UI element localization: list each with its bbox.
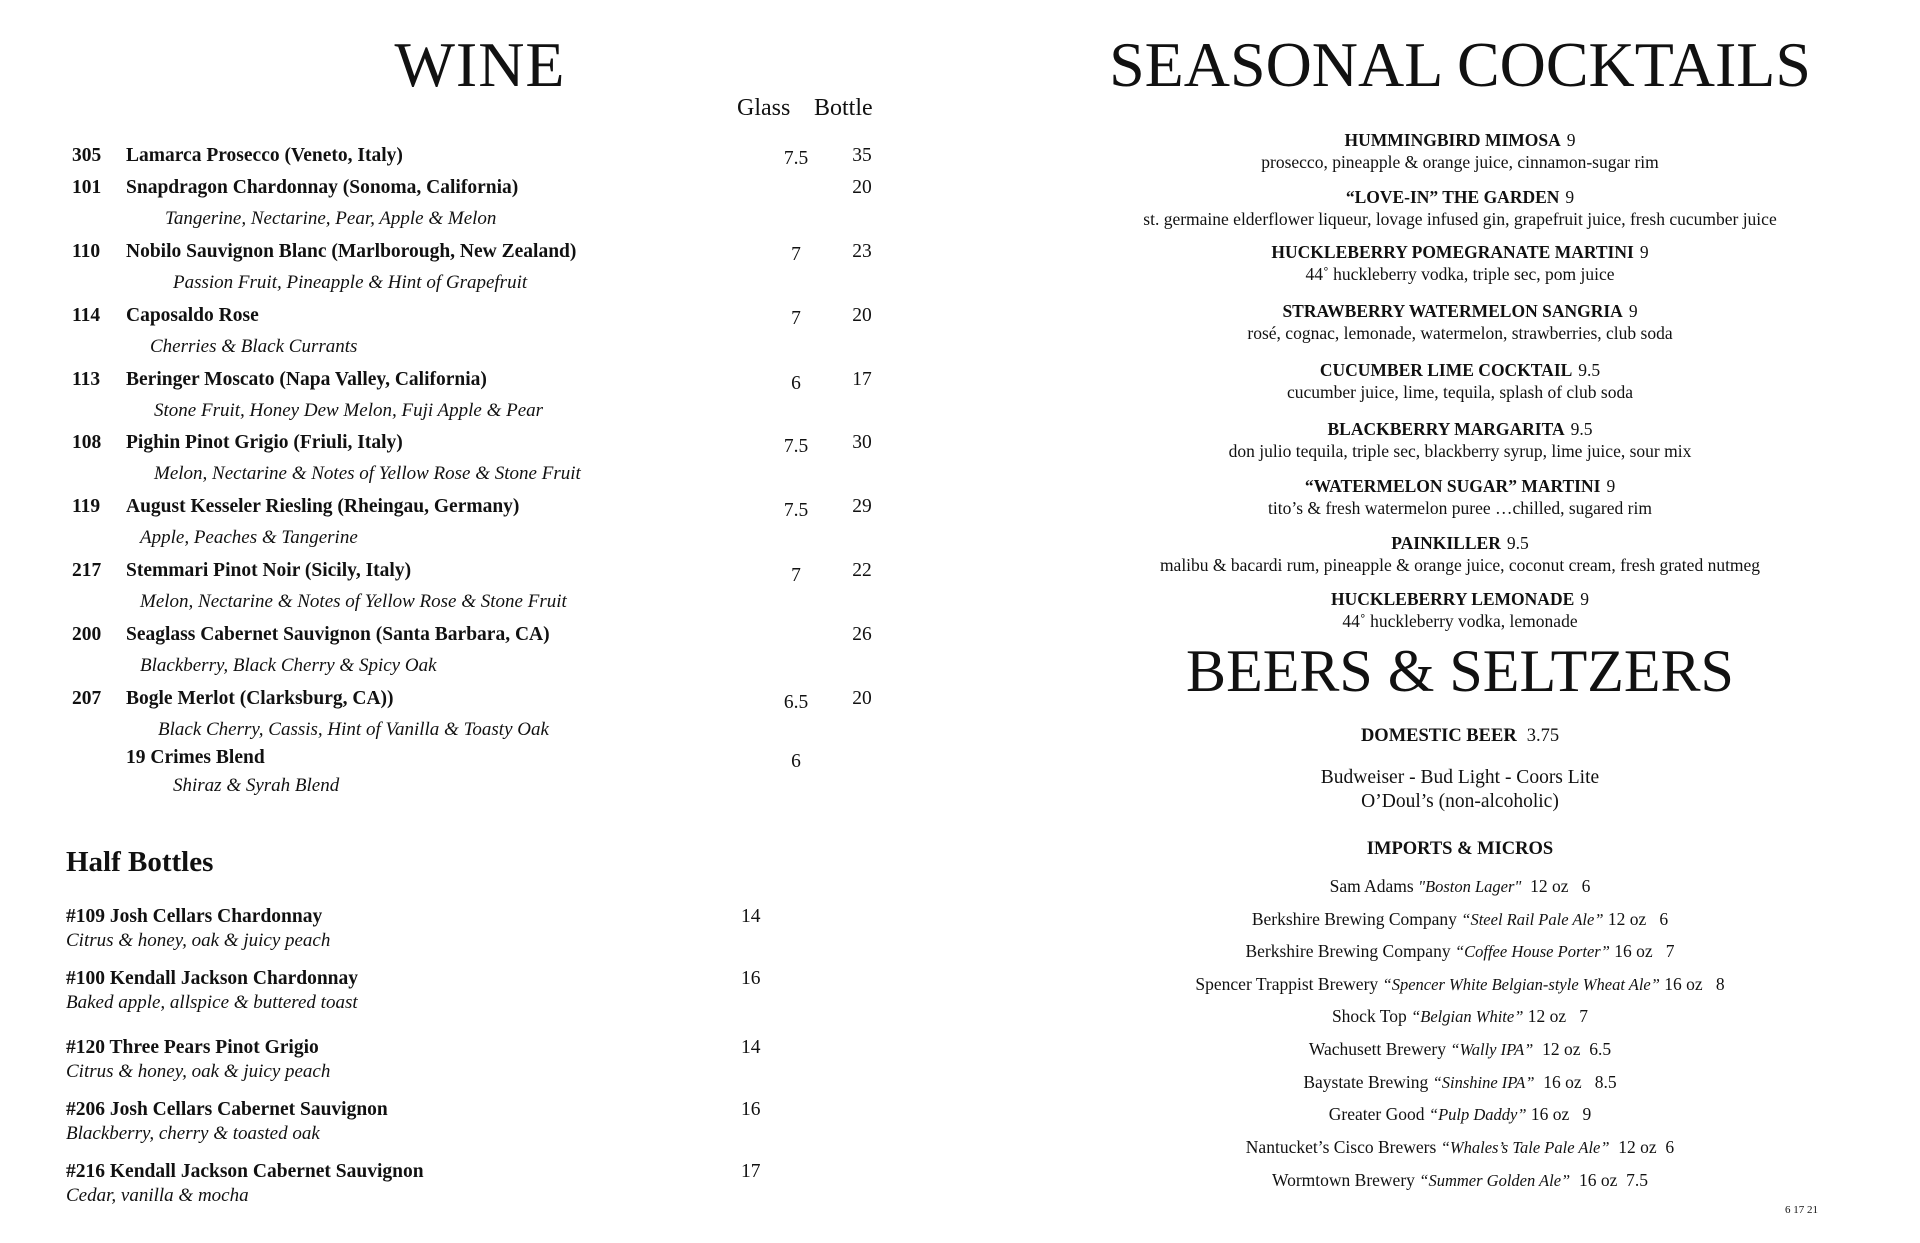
wine-name: Stemmari Pinot Noir (Sicily, Italy) [126, 560, 412, 581]
wine-bottle-price: 20 [852, 177, 872, 198]
import-beer-style: “Wally IPA” [1450, 1040, 1534, 1059]
cocktail-item [1000, 186, 1920, 230]
cocktail-name: HUMMINGBIRD MIMOSA [1344, 130, 1561, 150]
import-beer-item [1000, 1104, 1920, 1125]
import-brewer: Berkshire Brewing Company [1251, 909, 1462, 929]
wine-glass-price: 6 [791, 751, 801, 772]
import-brewer: Spencer Trappist Brewery [1195, 974, 1383, 994]
domestic-beer-title: DOMESTIC BEER [1360, 726, 1517, 746]
import-brewer: Nantucket’s Cisco Brewers [1245, 1137, 1441, 1157]
half-bottle-item [66, 968, 826, 1018]
import-beer-item [1000, 974, 1920, 995]
cocktail-price: 9 [1628, 301, 1638, 321]
cocktail-name-line [1000, 532, 1920, 554]
wine-title: WINE [394, 29, 566, 100]
import-beer-style: “Belgian White” [1411, 1007, 1524, 1026]
cocktails-title: SEASONAL COCKTAILS [1109, 29, 1811, 100]
wine-glass-price: 6 [791, 373, 801, 394]
cocktail-description: st. germaine elderflower liqueur, lovage infused gin, grapefruit juice, fresh cucumber juice [1143, 209, 1777, 229]
half-bottle-notes: Cedar, vanilla & mocha [66, 1185, 249, 1206]
half-bottle-notes: Citrus & honey, oak & juicy peach [66, 1061, 331, 1082]
cocktail-item [1000, 418, 1920, 462]
wine-tasting-notes: Cherries & Black Currants [150, 336, 358, 357]
half-bottle-name: #120 Three Pears Pinot Grigio [66, 1037, 319, 1058]
import-brewer: Baystate Brewing [1303, 1072, 1433, 1092]
cocktail-item [1000, 588, 1920, 632]
cocktail-description: tito’s & fresh watermelon puree …chilled, sugared rim [1268, 498, 1652, 518]
wine-bottle-price: 29 [852, 496, 872, 517]
half-bottle-item [66, 906, 826, 956]
import-size-price: 12 oz 6 [1603, 909, 1669, 929]
import-beer-item [1000, 876, 1920, 897]
wine-bottle-price: 22 [852, 560, 872, 581]
wine-tasting-notes: Stone Fruit, Honey Dew Melon, Fuji Apple & Pear [154, 400, 544, 421]
wine-name: Seaglass Cabernet Sauvignon (Santa Barbara, CA) [126, 624, 550, 645]
wine-name: Nobilo Sauvignon Blanc (Marlborough, New Zealand) [126, 241, 577, 262]
wine-name: Bogle Merlot (Clarksburg, CA)) [126, 688, 394, 709]
cocktail-name-line [1000, 129, 1920, 151]
wine-glass-price: 7 [791, 244, 801, 265]
wine-number: 119 [72, 496, 101, 517]
import-size-price: 12 oz 7 [1523, 1006, 1589, 1026]
import-size-price: 16 oz 8.5 [1534, 1072, 1617, 1092]
import-beer-style: “Steel Rail Pale Ale” [1461, 910, 1604, 929]
import-beer-item [1000, 909, 1920, 930]
wine-bottle-price: 26 [852, 624, 872, 645]
wine-name: August Kesseler Riesling (Rheingau, Germany) [126, 496, 520, 517]
import-beer-style: “Spencer White Belgian-style Wheat Ale” [1382, 975, 1660, 994]
half-bottles-title: Half Bottles [66, 846, 214, 878]
import-beer-style: “Summer Golden Ale” [1419, 1171, 1571, 1190]
import-size-price: 12 oz 6 [1521, 876, 1591, 896]
import-brewer: Shock Top [1331, 1006, 1412, 1026]
import-beer-item [1000, 941, 1920, 962]
wine-bottle-price: 17 [852, 369, 872, 390]
wine-number: 207 [72, 688, 102, 709]
import-size-price: 16 oz 9 [1526, 1104, 1592, 1124]
cocktail-item [1000, 359, 1920, 403]
cocktail-price: 9.5 [1506, 533, 1529, 553]
cocktail-description: malibu & bacardi rum, pineapple & orange juice, coconut cream, fresh grated nutmeg [1159, 555, 1761, 575]
cocktail-item [1000, 300, 1920, 344]
cocktail-name: STRAWBERRY WATERMELON SANGRIA [1282, 301, 1623, 321]
cocktail-price: 9.5 [1570, 419, 1593, 439]
glass-header: Glass [737, 95, 791, 121]
import-size-price: 16 oz 7.5 [1570, 1170, 1649, 1190]
import-beer-item [1000, 1039, 1920, 1060]
cocktail-name-line [1000, 588, 1920, 610]
domestic-beer-nonalcoholic: O’Doul’s (non-alcoholic) [1361, 791, 1559, 812]
import-beer-style: "Boston Lager" [1418, 877, 1522, 896]
cocktail-name: “WATERMELON SUGAR” MARTINI [1304, 476, 1601, 496]
wine-bottle-price: 20 [852, 688, 872, 709]
cocktail-price: 9 [1606, 476, 1616, 496]
domestic-beer-price: 3.75 [1526, 726, 1560, 746]
cocktail-description: 44˚ huckleberry vodka, triple sec, pom juice [1305, 264, 1615, 284]
cocktail-item [1000, 532, 1920, 576]
cocktail-description: rosé, cognac, lemonade, watermelon, strawberries, club soda [1247, 323, 1673, 343]
cocktail-price: 9 [1565, 187, 1575, 207]
wine-tasting-notes: Shiraz & Syrah Blend [173, 775, 340, 796]
wine-tasting-notes: Tangerine, Nectarine, Pear, Apple & Melon [165, 208, 497, 229]
cocktail-name-line [1000, 359, 1920, 381]
cocktail-name: HUCKLEBERRY POMEGRANATE MARTINI [1271, 242, 1634, 262]
wine-bottle-price: 35 [852, 145, 872, 166]
cocktail-name: PAINKILLER [1391, 533, 1501, 553]
import-beer-item [1000, 1137, 1920, 1158]
half-bottle-item [66, 1161, 826, 1211]
wine-number: 101 [72, 177, 102, 198]
wine-glass-price: 7.5 [783, 436, 809, 457]
half-bottle-notes: Baked apple, allspice & buttered toast [66, 992, 358, 1013]
wine-name: Lamarca Prosecco (Veneto, Italy) [126, 145, 403, 166]
wine-number: 110 [72, 241, 101, 262]
wine-list [0, 0, 960, 820]
wine-name: Snapdragon Chardonnay (Sonoma, California) [126, 177, 519, 198]
half-bottle-item [66, 1099, 826, 1149]
cocktail-name: “LOVE-IN” THE GARDEN [1345, 187, 1560, 207]
import-brewer: Sam Adams [1329, 876, 1419, 896]
wine-number: 113 [72, 369, 101, 390]
cocktail-item [1000, 129, 1920, 173]
wine-number: 217 [72, 560, 102, 581]
cocktail-description: prosecco, pineapple & orange juice, cinnamon-sugar rim [1261, 152, 1659, 172]
wine-bottle-price: 20 [852, 305, 872, 326]
import-brewer: Berkshire Brewing Company [1245, 941, 1455, 961]
wine-name: Pighin Pinot Grigio (Friuli, Italy) [126, 432, 403, 453]
date-stamp: 6 17 21 [1785, 1204, 1818, 1216]
wine-tasting-notes: Blackberry, Black Cherry & Spicy Oak [140, 655, 437, 676]
cocktail-name: CUCUMBER LIME COCKTAIL [1319, 360, 1573, 380]
wine-name: 19 Crimes Blend [126, 747, 265, 768]
cocktail-name-line [1000, 300, 1920, 322]
half-bottle-name: #109 Josh Cellars Chardonnay [66, 906, 323, 927]
wine-glass-price: 7.5 [783, 500, 809, 521]
wine-glass-price: 7 [791, 565, 801, 586]
wine-bottle-price: 30 [852, 432, 872, 453]
wine-number: 114 [72, 305, 101, 326]
wine-glass-price: 7.5 [783, 148, 809, 169]
cocktail-price: 9 [1566, 130, 1576, 150]
half-bottle-price: 14 [741, 1037, 761, 1058]
wine-name: Caposaldo Rose [126, 305, 259, 326]
cocktail-item [1000, 475, 1920, 519]
import-size-price: 16 oz 7 [1609, 941, 1675, 961]
cocktail-description: don julio tequila, triple sec, blackberry syrup, lime juice, sour mix [1228, 441, 1692, 461]
wine-number: 108 [72, 432, 102, 453]
domestic-beer-list: Budweiser - Bud Light - Coors Lite [1320, 767, 1600, 788]
import-beer-style: “Whales’s Tale Pale Ale” [1440, 1138, 1610, 1157]
half-bottle-notes: Blackberry, cherry & toasted oak [66, 1123, 320, 1144]
wine-tasting-notes: Melon, Nectarine & Notes of Yellow Rose & Stone Fruit [140, 591, 567, 612]
cocktail-item [1000, 241, 1920, 285]
cocktail-name-line [1000, 241, 1920, 263]
bottle-header: Bottle [814, 95, 873, 121]
import-beer-item [1000, 1072, 1920, 1093]
half-bottle-price: 16 [741, 968, 761, 989]
half-bottle-price: 17 [741, 1161, 761, 1182]
domestic-beer-heading [1000, 726, 1920, 747]
import-beer-style: “Coffee House Porter” [1454, 942, 1610, 961]
wine-number: 305 [72, 145, 102, 166]
wine-bottle-price: 23 [852, 241, 872, 262]
imports-title: IMPORTS & MICROS [1366, 839, 1554, 859]
import-brewer: Greater Good [1328, 1104, 1429, 1124]
beers-title: BEERS & SELTZERS [1186, 638, 1734, 704]
half-bottle-name: #216 Kendall Jackson Cabernet Sauvignon [66, 1161, 424, 1182]
half-bottle-item [66, 1037, 826, 1087]
half-bottle-name: #206 Josh Cellars Cabernet Sauvignon [66, 1099, 388, 1120]
cocktail-name-line [1000, 475, 1920, 497]
import-brewer: Wormtown Brewery [1271, 1170, 1420, 1190]
cocktail-price: 9 [1580, 589, 1590, 609]
wine-tasting-notes: Apple, Peaches & Tangerine [140, 527, 358, 548]
import-size-price: 12 oz 6 [1609, 1137, 1675, 1157]
cocktail-description: cucumber juice, lime, tequila, splash of club soda [1286, 382, 1633, 402]
wine-number: 200 [72, 624, 102, 645]
import-beer-item [1000, 1006, 1920, 1027]
half-bottle-notes: Citrus & honey, oak & juicy peach [66, 930, 331, 951]
wine-tasting-notes: Black Cherry, Cassis, Hint of Vanilla & Toasty Oak [158, 719, 549, 740]
wine-glass-price: 6.5 [783, 692, 809, 713]
cocktail-price: 9.5 [1578, 360, 1601, 380]
import-beer-item [1000, 1170, 1920, 1191]
wine-tasting-notes: Passion Fruit, Pineapple & Hint of Grapefruit [173, 272, 528, 293]
cocktail-price: 9 [1639, 242, 1649, 262]
import-beer-style: “Sinshine IPA” [1432, 1073, 1535, 1092]
cocktail-name: HUCKLEBERRY LEMONADE [1330, 589, 1575, 609]
cocktail-name-line [1000, 418, 1920, 440]
cocktail-name: BLACKBERRY MARGARITA [1327, 419, 1565, 439]
half-bottle-price: 14 [741, 906, 761, 927]
cocktail-name-line [1000, 186, 1920, 208]
cocktail-description: 44˚ huckleberry vodka, lemonade [1342, 611, 1578, 631]
wine-tasting-notes: Melon, Nectarine & Notes of Yellow Rose & Stone Fruit [154, 463, 581, 484]
import-beer-style: “Pulp Daddy” [1428, 1105, 1527, 1124]
half-bottle-price: 16 [741, 1099, 761, 1120]
wine-name: Beringer Moscato (Napa Valley, California) [126, 369, 487, 390]
import-size-price: 16 oz 8 [1659, 974, 1725, 994]
import-brewer: Wachusett Brewery [1308, 1039, 1451, 1059]
wine-glass-price: 7 [791, 308, 801, 329]
import-size-price: 12 oz 6.5 [1533, 1039, 1612, 1059]
half-bottle-name: #100 Kendall Jackson Chardonnay [66, 968, 359, 989]
